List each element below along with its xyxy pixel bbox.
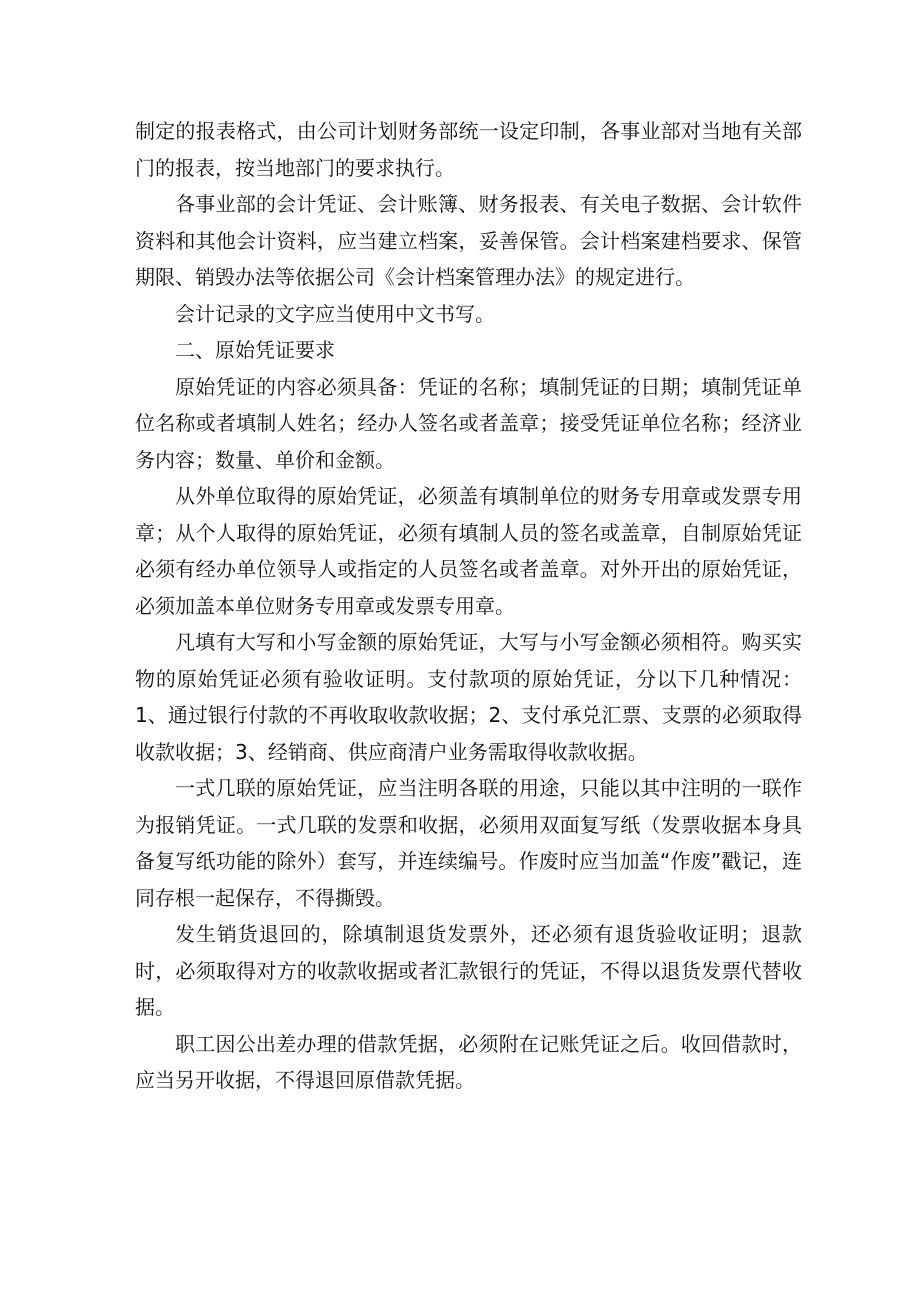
paragraph-voucher-contents: 原始凭证的内容必须具备：凭证的名称；填制凭证的日期；填制凭证单位名称或者填制人姓名；经办人签名或者盖章；接受凭证单位名称；经济业务内容；数量、单价和金额。 [135, 374, 802, 472]
paragraph-accounting-archives: 各事业部的会计凭证、会计账簿、财务报表、有关电子数据、会计软件资料和其他会计资料，应当建立档案，妥善保管。会计档案建档要求、保管期限、销毁办法等依据公司《会计档案管理办法》的规定进行。 [135, 192, 802, 289]
document-body [135, 113, 802, 1099]
paragraph-report-format: 制定的报表格式，由公司计划财务部统一设定印制，各事业部对当地有关部门的报表，按当地部门的要求执行。 [135, 119, 802, 180]
paragraph-external-vouchers: 从外单位取得的原始凭证，必须盖有填制单位的财务专用章或发票专用章；从个人取得的原始凭证，必须有填制人员的签名或盖章，自制原始凭证必须有经办单位领导人或指定的人员签名或者盖章。对外开出的原始凭证，必须加盖本单位财务专用章或发票专用章。 [135, 484, 802, 618]
paragraph-chinese-writing: 会计记录的文字应当使用中文书写。 [175, 301, 495, 326]
paragraph-multipart-vouchers: 一式几联的原始凭证，应当注明各联的用途，只能以其中注明的一联作为报销凭证。一式几联的发票和收据，必须用双面复写纸（发票收据本身具备复写纸功能的除外）套写，并连续编号。作废时应当加盖“作废”戳记，连同存根一起保存，不得撕毁。 [135, 776, 802, 910]
paragraph-sales-returns: 发生销货退回的，除填制退货发票外，还必须有退货验收证明；退款时，必须取得对方的收款收据或者汇款银行的凭证，不得以退货发票代替收据。 [135, 922, 802, 1019]
paragraph-amount-requirements: 凡填有大写和小写金额的原始凭证，大写与小写金额必须相符。购买实物的原始凭证必须有验收证明。支付款项的原始凭证，分以下几种情况：1、通过银行付款的不再收取收款收据；2、支付承兑汇票、支票的必须取得收款收据；3、经销商、供应商清户业务需取得收款收据。 [135, 630, 802, 764]
section-heading: 二、原始凭证要求 [175, 338, 335, 362]
paragraph-travel-loans: 职工因公出差办理的借款凭据，必须附在记账凭证之后。收回借款时，应当另开收据，不得退回原借款凭据。 [135, 1031, 802, 1092]
